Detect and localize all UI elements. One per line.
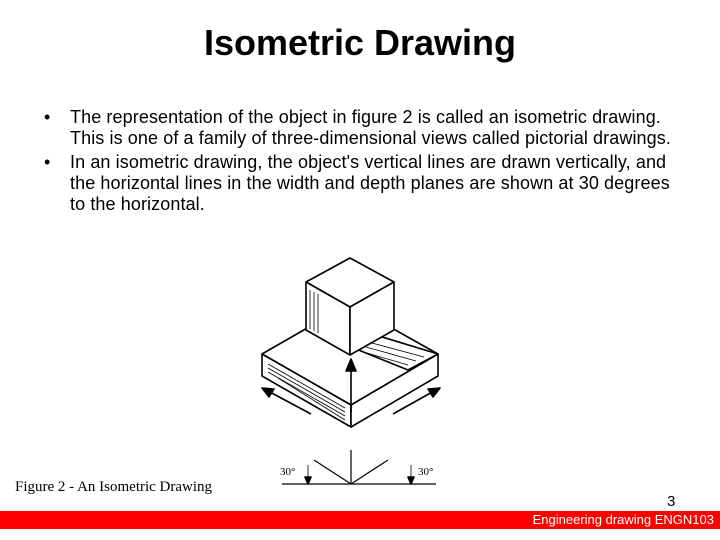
angle-arrowhead-right: [408, 477, 414, 484]
page-number: 3: [667, 493, 676, 510]
left-arrowhead: [262, 388, 274, 397]
angle-line-right: [351, 460, 388, 484]
footer-bar: [0, 511, 720, 529]
figure-caption: Figure 2 - An Isometric Drawing: [15, 479, 213, 495]
bullet-marker: •: [44, 107, 51, 127]
bullet-text: The representation of the object in figure 2 is called an isometric drawing. This is one of a family of three-dimensional views called pictorial drawings.: [70, 107, 671, 148]
bullet-list: [44, 107, 684, 218]
angle-arrowhead-left: [305, 477, 311, 484]
angle-label-right: 30°: [418, 466, 434, 478]
bullet-item: [44, 107, 684, 149]
footer-course-label: Engineering drawing ENGN103: [532, 512, 714, 527]
slide-title: Isometric Drawing: [203, 22, 517, 63]
bullet-marker: •: [44, 152, 51, 172]
bullet-item: [44, 152, 684, 215]
bullet-text: In an isometric drawing, the object's vertical lines are drawn vertically, and the horizontal lines in the width and depth planes are shown at 30 degrees to the horizontal.: [70, 152, 670, 214]
angle-label-left: 30°: [280, 466, 296, 478]
angle-line-left: [314, 460, 351, 484]
right-arrowhead: [428, 388, 440, 397]
isometric-figure: [248, 255, 458, 495]
